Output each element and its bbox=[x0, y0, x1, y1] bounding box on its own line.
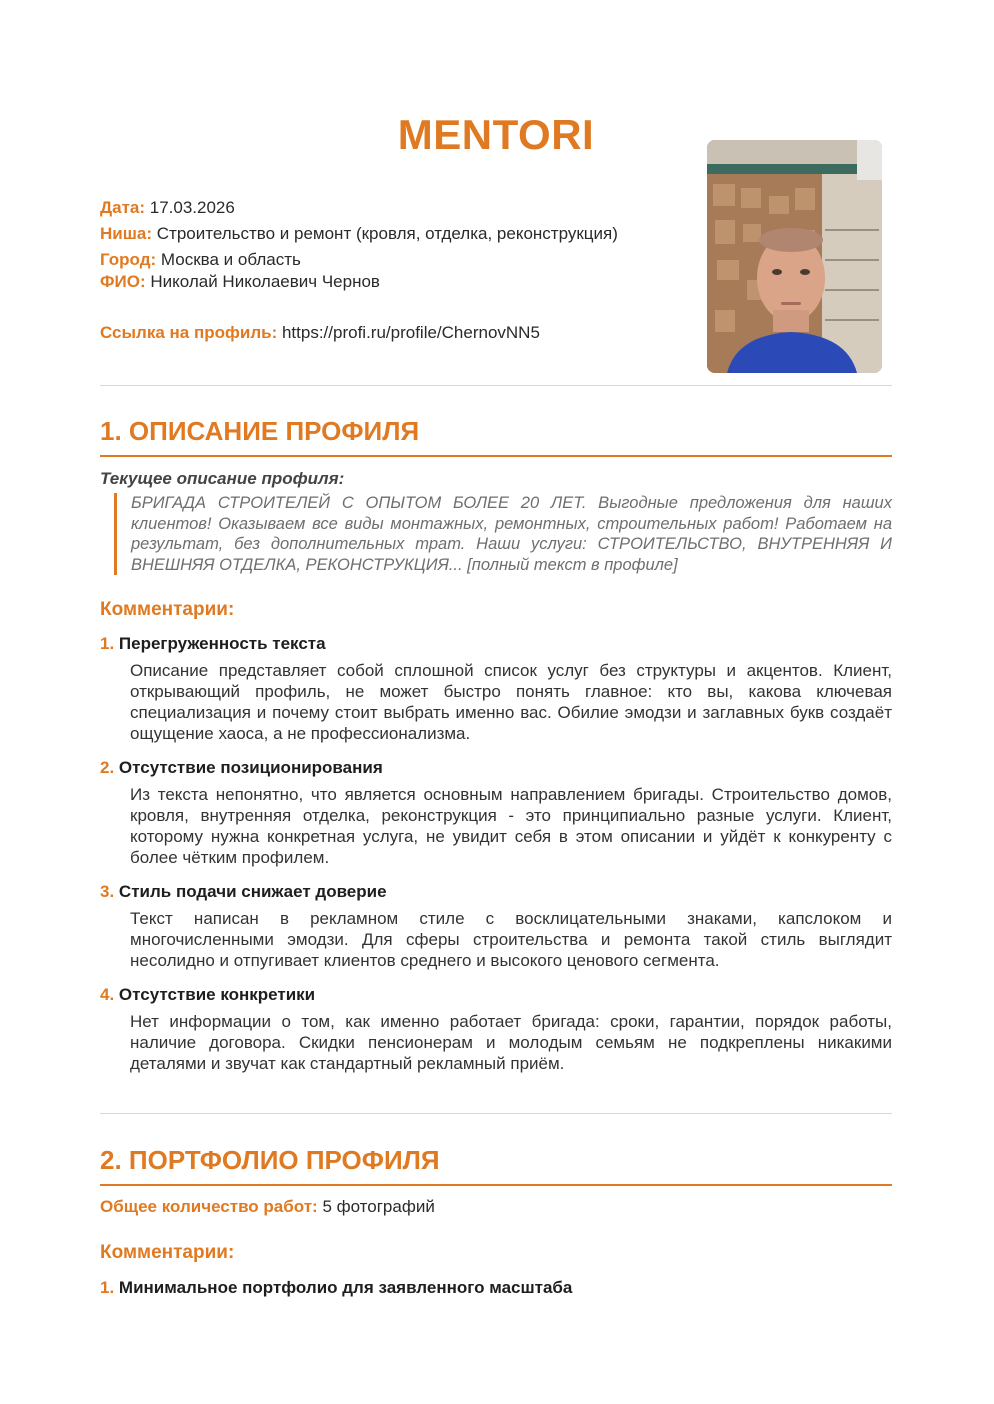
meta-name-value: Николай Николаевич Чернов bbox=[150, 272, 380, 291]
section2-comments-heading: Комментарии: bbox=[100, 1242, 235, 1263]
meta-date bbox=[100, 197, 618, 219]
portfolio-item-number: 1. bbox=[100, 1278, 115, 1297]
meta-city-label: Город: bbox=[100, 250, 157, 269]
comment-item-heading: Перегруженность текста bbox=[118, 634, 326, 653]
meta-city bbox=[100, 249, 618, 271]
section1-comments-heading: Комментарии: bbox=[100, 599, 235, 620]
meta-date-value: 17.03.2026 bbox=[149, 198, 235, 217]
comment-item-body: Описание представляет собой сплошной список услуг без структуры и акцентов. Клиент, открывающий профиль, не может быстро понять главное: кто вы, какова ключевая специализация и почему стоит выбрать именно вас. Обилие эмодзи и заглавных букв создаёт ощущение хаоса, а не профессионализма. bbox=[130, 661, 892, 743]
meta-niche-value: Строительство и ремонт (кровля, отделка, реконструкция) bbox=[156, 224, 618, 243]
comment-item-number: 1. bbox=[100, 634, 115, 653]
portfolio-item-title bbox=[100, 1278, 572, 1298]
comment-item-title bbox=[100, 882, 387, 902]
works-count bbox=[100, 1197, 435, 1217]
comment-item-number: 4. bbox=[100, 985, 115, 1004]
comment-item-heading: Отсутствие конкретики bbox=[118, 985, 316, 1004]
comment-item-title bbox=[100, 758, 383, 778]
meta-niche bbox=[100, 223, 618, 245]
works-count-label: Общее количество работ: bbox=[100, 1197, 318, 1216]
divider bbox=[100, 1113, 892, 1114]
works-count-value: 5 фотографий bbox=[322, 1197, 435, 1216]
section1-title: 1. ОПИСАНИЕ ПРОФИЛЯ bbox=[100, 416, 892, 457]
meta-city-value: Москва и область bbox=[160, 250, 301, 269]
comment-item-number: 2. bbox=[100, 758, 115, 777]
comment-item-number: 3. bbox=[100, 882, 115, 901]
comment-item-title bbox=[100, 634, 326, 654]
meta-block bbox=[100, 197, 618, 344]
meta-name-label: ФИО: bbox=[100, 272, 146, 291]
comment-item-heading: Стиль подачи снижает доверие bbox=[118, 882, 387, 901]
comment-item-body: Из текста непонятно, что является основным направлением бригады. Строительство домов, кровля, внутренняя отделка, реконструкция - это принципиально разные услуги. Клиент, которому нужна конкретная услуга, не увидит себя в этом описании и уйдёт к конкуренту с более чётким профилем. bbox=[130, 785, 892, 867]
meta-link-label: Ссылка на профиль: bbox=[100, 323, 278, 342]
comment-item-body: Нет информации о том, как именно работает бригада: сроки, гарантии, порядок работы, наличие договора. Скидки пенсионерам и молодым семьям не подкреплены никакими деталями и звучат как стандартный рекламный приём. bbox=[130, 1012, 892, 1073]
comment-item-body: Текст написан в рекламном стиле с восклицательными знаками, капслоком и многочисленными эмодзи. Для сферы строительства и ремонта такой стиль выглядит несолидно и отпугивает клиентов среднего и высокого ценового сегмента. bbox=[130, 909, 892, 970]
profile-photo bbox=[707, 140, 882, 373]
current-description-quote: БРИГАДА СТРОИТЕЛЕЙ С ОПЫТОМ БОЛЕЕ 20 ЛЕТ. Выгодные предложения для наших клиентов! Оказываем все виды монтажных, ремонтных, строительных работ! Работаем на результат, без дополнительных трат. Наши услуги: СТРОИТЕЛЬСТВО, ВНУТРЕННЯЯ И ВНЕШНЯЯ ОТДЕЛКА, РЕКОНСТРУКЦИЯ... [полный текст в профиле] bbox=[114, 493, 892, 575]
comment-item-title bbox=[100, 985, 315, 1005]
divider bbox=[100, 385, 892, 386]
meta-name bbox=[100, 271, 618, 293]
comment-item-heading: Отсутствие позиционирования bbox=[118, 758, 383, 777]
section2-title: 2. ПОРТФОЛИО ПРОФИЛЯ bbox=[100, 1145, 892, 1186]
profile-link[interactable]: https://profi.ru/profile/ChernovNN5 bbox=[281, 323, 540, 342]
meta-niche-label: Ниша: bbox=[100, 224, 153, 243]
meta-link bbox=[100, 322, 618, 344]
current-description-label: Текущее описание профиля: bbox=[100, 469, 345, 488]
meta-date-label: Дата: bbox=[100, 198, 146, 217]
brand-title: MENTORI bbox=[397, 111, 595, 158]
portfolio-item-heading: Минимальное портфолио для заявленного масштаба bbox=[118, 1278, 573, 1297]
